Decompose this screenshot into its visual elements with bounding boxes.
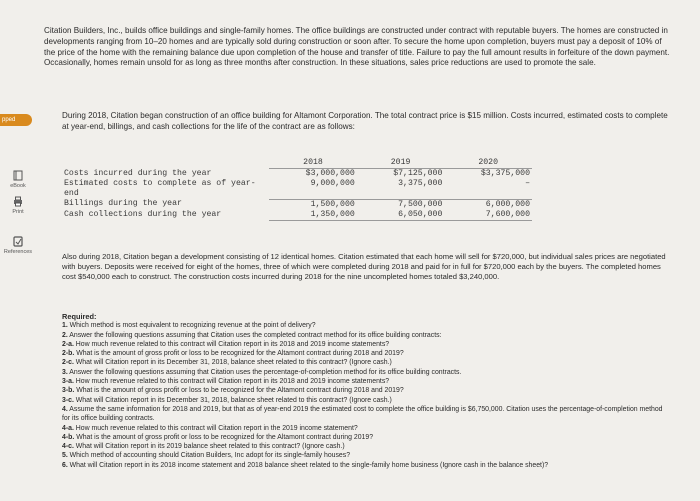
- year-header: 2020: [444, 158, 532, 169]
- item-text: What will Citation report in its 2019 balance sheet related to this contract? (Ignore cash.): [75, 443, 345, 451]
- table-cell: $3,000,000: [305, 169, 355, 178]
- printer-icon: [13, 196, 23, 207]
- references-label: References: [3, 249, 33, 255]
- item-number: 2-a.: [62, 340, 74, 348]
- item-text: What is the amount of gross profit or loss to be recognized for the Altamont contract during 2019?: [76, 433, 374, 441]
- item-number: 3.: [62, 368, 68, 376]
- item-text: How much revenue related to this contract will Citation report in its 2018 and 2019 income statements?: [75, 378, 390, 386]
- item-number: 2.: [62, 331, 68, 339]
- table-cell: 9,000,000: [269, 179, 357, 199]
- required-item: [62, 405, 672, 424]
- table-cell: 3,375,000: [357, 179, 445, 199]
- item-text: Which method is most equivalent to recognizing revenue at the point of delivery?: [69, 322, 316, 330]
- required-item: [62, 442, 672, 451]
- row-label: Costs incurred during the year: [64, 168, 212, 178]
- table-row: [62, 199, 532, 210]
- item-number: 4-a.: [62, 424, 74, 432]
- item-text: What will Citation report in its December 31, 2018, balance sheet related to this contract? (Ignore cash.): [75, 396, 392, 404]
- required-item: [62, 340, 672, 349]
- table-cell: 6,000,000: [485, 199, 530, 209]
- table-cell: 7,500,000: [398, 199, 443, 209]
- references-icon: [13, 236, 23, 247]
- skipped-badge[interactable]: [0, 114, 32, 126]
- item-number: 1.: [62, 322, 68, 330]
- item-number: 4-c.: [62, 443, 74, 451]
- homes-paragraph: Also during 2018, Citation began a development consisting of 12 identical homes. Citation estimated that each home will sell for $720,000, but individual sales prices are negotiated with buyers. Deposits were received for eight of the homes, three of which were completed during 2018 and paid for in full for $720,000 each by the buyers. The completed homes cost $540,000 each to construct. The construction costs incurred during 2018 for the nine uncompleted homes totaled $3,240,000.: [62, 252, 666, 282]
- required-item: [62, 386, 672, 395]
- contract-table: [62, 158, 532, 221]
- item-text: What will Citation report in its 2018 income statement and 2018 balance sheet related to the single-family home business (Ignore cash in the balance sheet)?: [69, 461, 549, 469]
- table-header-row: [62, 158, 532, 169]
- item-text: How much revenue related to this contract will Citation report in its 2018 and 2019 income statements?: [75, 340, 390, 348]
- table-cell: $7,125,000: [393, 169, 443, 178]
- item-number: 3-c.: [62, 396, 74, 404]
- print-tool[interactable]: [0, 196, 36, 215]
- row-label: Cash collections during the year: [64, 209, 222, 219]
- contract-paragraph: During 2018, Citation began construction of an office building for Altamont Corporation. The total contract price is $15 million. Costs incurred, estimated costs to complete at year-end, billings, and cash collections for the life of the contract are as follows:: [62, 111, 668, 131]
- item-text: Answer the following questions assuming that Citation uses the completed contract method for its office building contracts:: [69, 331, 442, 339]
- item-number: 4-b.: [62, 433, 75, 441]
- book-icon: [13, 170, 23, 181]
- table-cell: –: [444, 179, 532, 199]
- print-label: Print: [12, 209, 24, 215]
- required-item: [62, 461, 672, 470]
- item-text: How much revenue related to this contract will Citation report in the 2019 income statement?: [75, 424, 358, 432]
- table-row: [62, 169, 532, 180]
- year-header: 2018: [269, 158, 357, 169]
- ebook-label: eBook: [10, 183, 26, 189]
- required-section: [62, 312, 672, 470]
- table-cell: 1,350,000: [269, 210, 357, 221]
- item-number: 2-b.: [62, 350, 75, 358]
- required-item: [62, 424, 672, 433]
- table-cell: 7,600,000: [444, 210, 532, 221]
- item-number: 6.: [62, 461, 68, 469]
- row-label: Billings during the year: [64, 199, 182, 208]
- item-text: What will Citation report in its December 31, 2018, balance sheet related to this contract? (Ignore cash.): [75, 359, 392, 367]
- required-heading: Required:: [62, 312, 97, 321]
- item-number: 4.: [62, 405, 68, 413]
- required-item: [62, 368, 672, 377]
- table-cell: 1,500,000: [310, 199, 355, 209]
- table-row: [62, 179, 532, 199]
- item-number: 3-a.: [62, 378, 74, 386]
- year-header: 2019: [357, 158, 445, 169]
- required-item: [62, 349, 672, 358]
- item-number: 3-b.: [62, 387, 75, 395]
- table-row: [62, 210, 532, 221]
- item-text: Assume the same information for 2018 and 2019, but that as of year-end 2019 the estimated cost to complete the office building is $6,750,000. Citation uses the percentage-of-completion method for its office building contracts.: [62, 405, 663, 423]
- table-cell: $3,375,000: [480, 169, 530, 178]
- item-text: What is the amount of gross profit or loss to be recognized for the Altamont contract during 2018 and 2019?: [76, 350, 404, 358]
- required-item: [62, 451, 672, 460]
- item-text: Answer the following questions assuming that Citation uses the percentage-of-completion method for its office building contracts.: [69, 368, 462, 376]
- required-item: [62, 358, 672, 367]
- required-item: [62, 396, 672, 405]
- required-item: [62, 331, 672, 340]
- table-cell: 6,050,000: [357, 210, 445, 221]
- required-item: [62, 321, 672, 330]
- item-number: 2-c.: [62, 359, 74, 367]
- references-tool[interactable]: [0, 236, 36, 255]
- row-label: Estimated costs to complete as of year-end: [64, 179, 256, 198]
- item-number: 5.: [62, 452, 68, 460]
- item-text: What is the amount of gross profit or loss to be recognized for the Altamont contract during 2018 and 2019?: [76, 387, 404, 395]
- intro-paragraph: Citation Builders, Inc., builds office buildings and single-family homes. The office buildings are constructed under contract with reputable buyers. The homes are constructed in developments ranging from 10–20 homes and are typically sold during construction or soon after. To secure the home upon completion, buyers must pay a deposit of 10% of the price of the home with the remaining balance due upon completion of the house and transfer of title. Failure to pay the full amount results in forfeiture of the down payment. Occasionally, homes remain unsold for as long as three months after construction. In these situations, sales price reductions are used to promote the sale.: [44, 26, 670, 68]
- sidebar: [0, 0, 36, 501]
- item-text: Which method of accounting should Citation Builders, Inc adopt for its single-family houses?: [69, 452, 351, 460]
- skipped-label: pped: [2, 117, 16, 123]
- required-item: [62, 433, 672, 442]
- required-item: [62, 377, 672, 386]
- ebook-tool[interactable]: [0, 170, 36, 189]
